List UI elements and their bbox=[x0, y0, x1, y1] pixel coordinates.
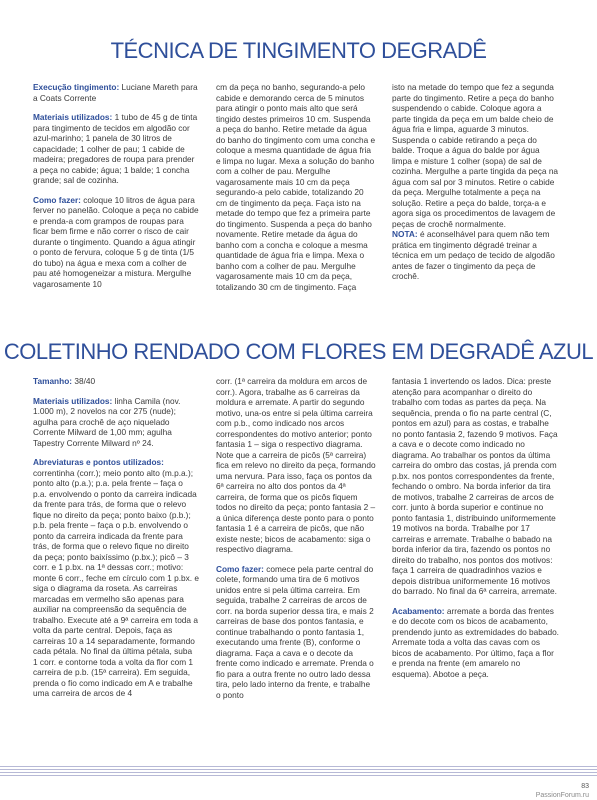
size-label: Tamanho: bbox=[33, 376, 73, 386]
watermark-site: PassionForum.ru bbox=[535, 792, 589, 799]
page-number: 83 bbox=[581, 783, 589, 790]
footer-decorative-lines bbox=[0, 766, 597, 778]
execution-label: Execução tingimento: bbox=[33, 82, 120, 92]
coletinho-column-3 bbox=[392, 376, 560, 688]
section-title-tingimento: TÉCNICA DE TINGIMENTO DEGRADÊ bbox=[110, 38, 487, 63]
materials-label-2: Materiais utilizados: bbox=[33, 395, 113, 406]
tingimento-column-3 bbox=[392, 82, 560, 291]
section-title-coletinho: COLETINHO RENDADO COM FLORES EM DEGRADÊ AZUL bbox=[3, 339, 594, 364]
how-to-text-2: comece pela parte central do colete, formando uma tira de 6 motivos unidos entre si pela última carreira. Em seguida, trabalhe 2 carreiras de arcos de corr. na borda superior dessa tira, e mais 2 carreiras de base dos pontos fantasia, e continue trabalhando o ponto fantasia 1, executando uma frente (B), conforme o diagrama. Faça a cava e o decote da frente como indicado e arremate. Prenda o fio para a outra frente no outro lado dessa tira, pelo lado interno da frente, e trabalhe o ponto bbox=[216, 563, 374, 700]
note-text: é aconselhável para quem não tem prática em tingimento dégradé treinar a técnica em um pedaço de tecido de algodão antes de fazer o tingimento da peça de crochê. bbox=[392, 229, 555, 281]
tingimento-column-1 bbox=[33, 82, 199, 298]
execution-text: Luciane Mareth para a Coats Corrente bbox=[33, 82, 198, 103]
coletinho-col2-text: corr. (1ª carreira da moldura em arcos de corr.). Agora, trabalhe as 6 carreiras da moldura e arremate. A partir do segundo motivo, una-os entre si pela última carreira com p.b., como indicado nos arcos correspondentes do motivo anterior; ponto fantasia 1 – siga o respectivo diagrama. Note que a carreira de picôs (5ª carreira) fica em relevo no direito da peça, formando uma nervura. Para isso, faça os pontos da 6ª carreira no alto dos pontos da 4ª carreira, de forma que os picôs fiquem todos no direito da peça; ponto fantasia 2 – a única diferença deste ponto para o ponto fantasia 1 é a carreira de picôs, que não existe neste; bicos de acabamento: siga o respectivo diagrama. bbox=[216, 376, 376, 554]
materials-text: 1 tubo de 45 g de tinta para tingimento de tecidos em algodão cor azul-marinho; 1 panela de 30 litros de capacidade; 1 colher de pau; 1 cabide de madeira; pregadores de roupa para prender a peça no cabide; água; 1 balde; 1 concha grande; sal de cozinha. bbox=[33, 112, 198, 185]
how-to-label: Como fazer: bbox=[33, 194, 81, 205]
tingimento-col3-text: isto na metade do tempo que fez a segunda parte do tingimento. Retire a peça do banho suspendendo o cabide. Coloque agora a parte tingida da peça em um balde cheio de água fria e limpa, aguarde 3 minutos. Suspenda o cabide retirando a peça do balde. Troque a água do balde por água limpa e misture 1 colher (sopa) de sal de cozinha. Mergulhe a parte tingida da peça na água com sal por 3 minutos. Retire o cabide da peça. Mergulhe totalmente a peça na solução. Retire a peça do balde, torça-a e agora siga os procedimentos de lavagem de peças de crochê normalmente. bbox=[392, 82, 559, 229]
materials-label: Materiais utilizados: bbox=[33, 112, 113, 122]
size-text: 38/40 bbox=[72, 376, 96, 386]
how-to-text: coloque 10 litros de água para ferver no panelão. Coloque a peça no cabide e prenda-a com grampos de roupas para ficar bem firme e não correr o risco de cair durante o tingimento. Quando a água atingir o ponto de fervura, coloque 5 g de tinta (1/5 do tubo) na água e mexa com a colher de pau até homogeneizar a mistura. Mergulhe vagarosamente 10 bbox=[33, 194, 199, 289]
finishing-label: Acabamento: bbox=[392, 605, 445, 616]
coletinho-col3-text: fantasia 1 invertendo os lados. Dica: preste atenção para acompanhar o direito do trabalho com todas as partes da peça. Na sequência, prenda o fio na parte central (C, pontos em azul) para as costas, e trabalhe no ponto fantasia 2, fazendo 9 motivos. Faça a cava e o decote como indicado no diagrama. Ao trabalhar os pontos da última carreira do ombro das costas, já prenda com p.bx. nos pontos correspondentes da frente, fechando o ombro. Na borda inferior da tira de motivos, trabalhe 2 carreiras de arcos de corr. junto à borda superior e continue no ponto fantasia 1, distribuindo uniformemente 19 motivos na borda. Trabalhe por 17 carreiras e arremate. Trabalhe o babado na borda inferior da tira, fazendo os pontos no direito do trabalho, nos pontos dos motivos: faça 1 carreira de quadradinhos vazios e depois distribua uniformemente 16 motivos do barrado. No final da 6ª carreira, arremate. bbox=[392, 376, 558, 596]
abbreviations-text: correntinha (corr.); meio ponto alto (m.p.a.); ponto alto (p.a.); p.a. pela frente – faça o p.a. envolvendo o ponto da carreira indicada da frente para trás, de forma que o relevo fique no direito da peça; ponto baixo (p.b.); p.b. pela frente – faça o p.b. envolvendo o ponto da carreira indicada da frente para trás, de forma que o relevo fique no direito da peça; ponto baixíssimo (p.bx.); picô – 3 corr. e 1 p.bx. na 1ª dessas corr.; motivo: monte 6 corr., feche em círculo com 1 p.bx. e siga o diagrama da roseta. As carreiras marcadas em vermelho são apenas para auxiliar na compreensão da sequência de trabalho. Execute até a 9ª carreira em toda a volta da parte central. Depois, faça as carreiras 10 a 14 separadamente, formando cada pétala. No final da última pétala, suba 1 corr. e contorne toda a volta da flor com 1 carreira de p.b. (15ª carreira). Em seguida, prenda o fio como indicado em A e trabalhe uma carreira de arcos de 4 bbox=[33, 467, 200, 698]
coletinho-column-1 bbox=[33, 376, 199, 708]
note-label: NOTA: bbox=[392, 229, 418, 239]
coletinho-column-2 bbox=[216, 376, 376, 709]
tingimento-column-2 bbox=[216, 82, 376, 301]
abbreviations-label: Abreviaturas e pontos utilizados: bbox=[33, 457, 164, 467]
materials-text-2: linha Camila (nov. 1.000 m), 2 novelos na cor 275 (nude); agulha para crochê de aço niquelado Corrente Milward de 1,00 mm; agulha Tapestry Corrente Milward nº 24. bbox=[33, 395, 181, 448]
tingimento-col2-text: cm da peça no banho, segurando-a pelo cabide e demorando cerca de 5 minutos para atingir o ponto mais alto que será tingido destes primeiros 10 cm. Suspenda a peça do banho. Retire metade da água do banho do tingimento com uma concha e coloque a mesma quantidade de água fria e limpa no lugar. Mexa a solução do banho com a colher de pau. Mergulhe vagarosamente mais 10 cm da peça segurando-a pelo cabide, totalizando 20 cm de tingimento da peça. Faça isto na metade do tempo que fez a primeira parte do tingimento. Suspenda a peça do banho novamente. Retire metade da água do banho com a concha e coloque a mesma quantidade de água fria e limpa. Mexa o banho com a colher de pau. Mergulhe vagarosamente mais 10 cm da peça, totalizando 30 cm de tingimento. Faça bbox=[216, 82, 376, 292]
finishing-text: arremate a borda das frentes e do decote com os bicos de acabamento, prendendo junto as extremidades do babado. Arremate toda a volta das cavas com os bicos de acabamento. Por último, faça a flor e prenda na frente (em amarelo no esquema). Abotoe a peça. bbox=[392, 605, 559, 679]
how-to-label-2: Como fazer: bbox=[216, 563, 264, 574]
